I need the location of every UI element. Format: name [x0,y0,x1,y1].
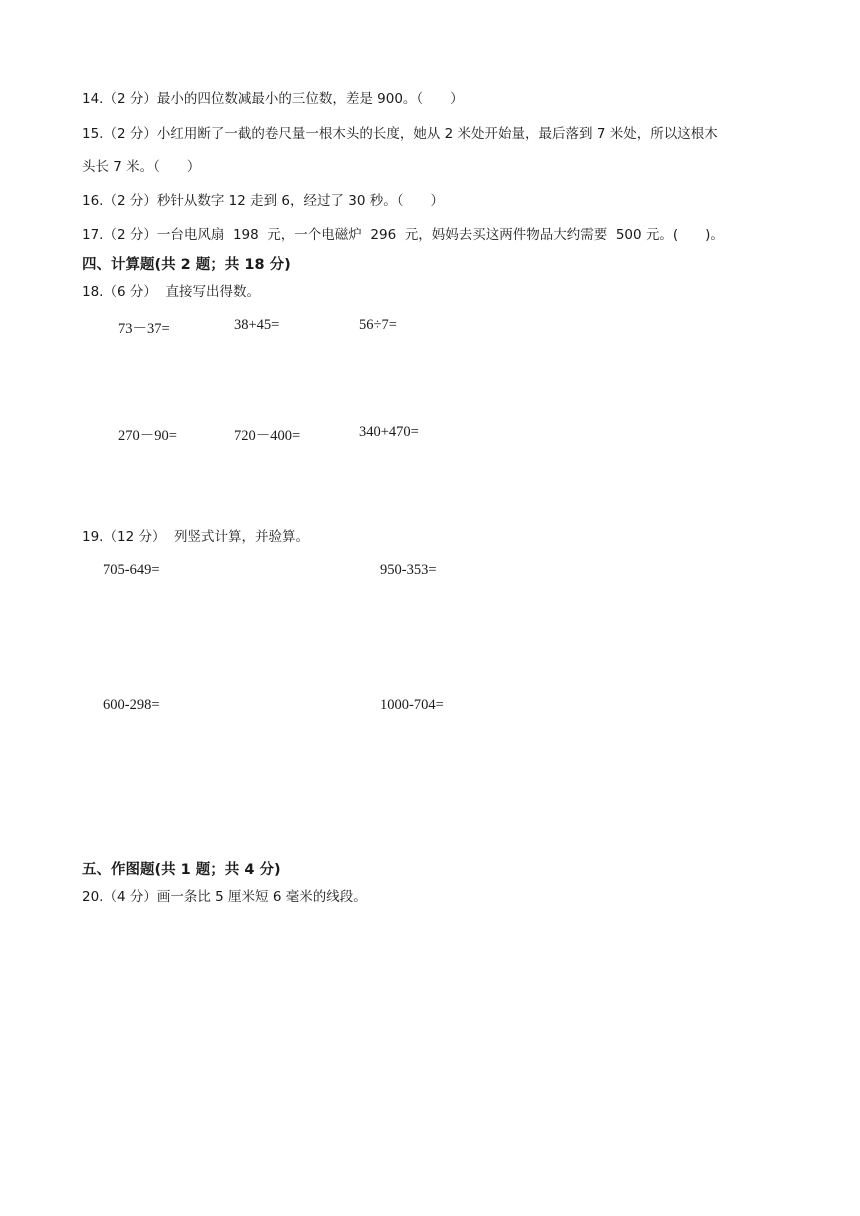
question-score: （6 分） [103,284,157,300]
question-19 [82,528,309,546]
expression: 950-353= [380,562,437,578]
question-score: （12 分） [103,529,166,545]
question-number: 17. [82,227,104,243]
question-text: 最小的四位数减最小的三位数，差是 900。（ ） [156,91,464,107]
expression: 340+470= [359,424,419,440]
question-number: 19. [82,529,104,545]
question-16 [82,192,444,210]
question-15-continued: 头长 7 米。（ ） [82,159,201,175]
expression: 270－90= [118,428,177,444]
section-5-heading: 五、作图题(共 1 题；共 4 分) [82,862,281,878]
question-score: （4 分） [103,889,157,905]
question-number: 16. [82,193,104,209]
question-score: （2 分） [103,126,157,142]
expression: 600-298= [103,697,160,713]
section-4-heading: 四、计算题(共 2 题；共 18 分) [82,257,291,273]
question-text: 画一条比 5 厘米短 6 毫米的线段。 [156,889,367,905]
expression: 38+45= [234,317,280,333]
question-15 [82,125,718,143]
question-20 [82,888,367,906]
question-text: 秒针从数字 12 走到 6，经过了 30 秒。（ ） [156,193,445,209]
expression: 56÷7= [359,317,397,333]
expression: 1000-704= [380,697,444,713]
question-18 [82,283,260,301]
question-score: （2 分） [103,193,157,209]
question-score: （2 分） [103,91,157,107]
question-text: 列竖式计算，并验算。 [165,529,310,545]
question-text: 小红用断了一截的卷尺量一根木头的长度，她从 2 米处开始量，最后落到 7 米处，所以这根木 [156,126,718,142]
expression: 73－37= [118,321,170,337]
question-score: （2 分） [103,227,157,243]
question-17 [82,226,724,244]
question-14 [82,90,464,108]
question-number: 18. [82,284,104,300]
question-number: 14. [82,91,104,107]
expression: 705-649= [103,562,160,578]
question-number: 15. [82,126,104,142]
expression: 720－400= [234,428,301,444]
question-text: 直接写出得数。 [156,284,260,300]
question-text: 一台电风扇 198 元，一个电磁炉 296 元，妈妈去买这两件物品大约需要 500 元。( )。 [156,227,724,243]
question-number: 20. [82,889,104,905]
